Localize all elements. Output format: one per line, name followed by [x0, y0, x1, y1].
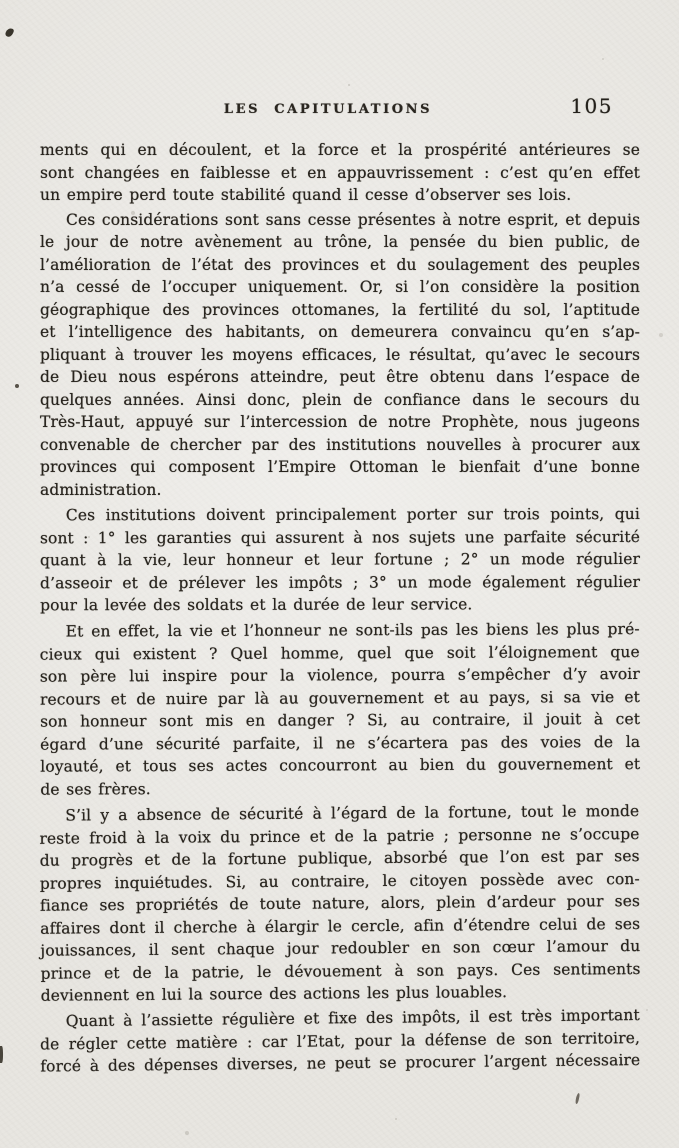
ink-speck: [15, 384, 19, 388]
ink-speck: [4, 27, 14, 38]
text-line: recours et de nuire par là au gouvernement et au pays, si sa vie et: [39, 687, 640, 708]
text-line: pour la levée des soldats et la durée de leur service.: [40, 595, 473, 615]
text-line: pliquant à trouver les moyens efficaces, le résultat, qu’avec le secours: [40, 345, 640, 364]
paragraph: [40, 618, 641, 801]
text-line: deviennent en lui la source des actions les plus louables.: [40, 982, 508, 1005]
text-line: Quant à l’assiette régulière et fixe des impôts, il est très important: [65, 1006, 640, 1031]
text-line: géographique des provinces ottomanes, la fertilité du sol, l’aptitude: [40, 300, 640, 319]
ink-speck: [575, 1093, 581, 1104]
text-line: un empire perd toute stabilité quand il cesse d’observer ses lois.: [40, 186, 572, 204]
text-line: égard d’une sécurité parfaite, il ne s’écartera pas des voies de la: [40, 731, 641, 753]
text-line: cieux qui existent ? Quel homme, quel que soit l’éloignement que: [39, 642, 640, 663]
text-line: quelques années. Ainsi donc, plein de confiance dans le secours du: [40, 390, 640, 409]
text-line: affaires dont il cherche à élargir le cercle, afin d’étendre celui de ses: [40, 913, 641, 937]
page-header: [40, 94, 640, 125]
text-line: administration.: [40, 480, 162, 499]
text-line: provinces qui composent l’Empire Ottoman le bienfait d’une bonne: [40, 458, 640, 476]
paragraph: [40, 503, 640, 617]
text-line: l’amélioration de l’état des provinces et du soulagement des peuples: [40, 255, 640, 274]
page-number: 105: [570, 94, 613, 118]
text-line: S’il y a absence de sécurité à l’égard de la fortune, tout le monde: [65, 801, 640, 825]
text-line: de Dieu nous espérons atteindre, peut être obtenu dans l’espace de: [40, 368, 640, 386]
paragraph: [40, 139, 640, 207]
text-line: son honneur sont mis en danger ? Si, au contraire, il jouit à cet: [40, 709, 641, 731]
text-line: son père lui inspire pour la violence, pourra s’empêcher d’y avoir: [39, 664, 640, 686]
text-line: n’a cessé de l’occuper uniquement. Or, si l’on considère la position: [40, 278, 640, 296]
text-line: sont : 1° les garanties qui assurent à nos sujets une parfaite sécurité: [39, 527, 640, 547]
paragraph: [39, 800, 641, 1007]
paper-texture-specks: [0, 0, 2, 2]
text-line: ments qui en découlent, et la force et la prospérité antérieures se: [40, 141, 640, 159]
text-line: Ces considérations sont sans cesse présentes à notre esprit, et depuis: [66, 210, 641, 229]
text-line: jouissances, il sent chaque jour redoubler en son cœur l’amour du: [40, 936, 641, 960]
text-line: convenable de chercher par des institutions nouvelles à procurer aux: [40, 435, 640, 454]
scan-edge-mark: [0, 1046, 3, 1063]
paragraph: [40, 1004, 641, 1078]
text-line: quant à la vie, leur honneur et leur fortune ; 2° un mode régulier: [39, 550, 641, 570]
text-line: forcé à des dépenses diverses, ne peut se procurer l’argent nécessaire: [40, 1050, 641, 1076]
text-line: reste froid à la voix du prince et de la patrie ; personne ne s’occupe: [39, 824, 640, 847]
text-line: propres inquiétudes. Si, au contraire, le citoyen possède avec con-: [39, 869, 640, 892]
body-text: [40, 139, 640, 1074]
text-line: d’asseoir et de prélever les impôts ; 3° un mode également régulier: [40, 572, 641, 592]
text-line: le jour de notre avènement au trône, la pensée du bien public, de: [40, 233, 640, 251]
text-line: fiance ses propriétés de toute nature, alors, plein d’ardeur pour ses: [39, 891, 641, 915]
text-line: Ces institutions doivent principalement porter sur trois points, qui: [65, 505, 640, 525]
paragraph: [40, 209, 640, 502]
text-line: de ses frères.: [40, 779, 151, 798]
text-line: du progrès et de la fortune publique, absorbé que l’on est par ses: [39, 846, 640, 870]
text-line: Et en effet, la vie et l’honneur ne sont-ils pas les biens les plus pré-: [65, 619, 640, 641]
text-line: prince et de la patrie, le dévouement à son pays. Ces sentiments: [40, 958, 641, 982]
text-line: loyauté, et tous ses actes concourront au bien du gouvernement et: [40, 754, 641, 776]
running-title: LES CAPITULATIONS: [223, 102, 433, 117]
text-line: et l’intelligence des habitants, on demeurera convaincu qu’en s’ap-: [40, 323, 640, 341]
text-line: Très-Haut, appuyé sur l’intercession de notre Prophète, nous jugeons: [40, 413, 640, 431]
text-line: de régler cette matière : car l’Etat, pour la défense de son territoire,: [39, 1028, 641, 1053]
text-line: sont changées en faiblesse et en appauvrissement : c’est qu’en effet: [40, 163, 640, 182]
